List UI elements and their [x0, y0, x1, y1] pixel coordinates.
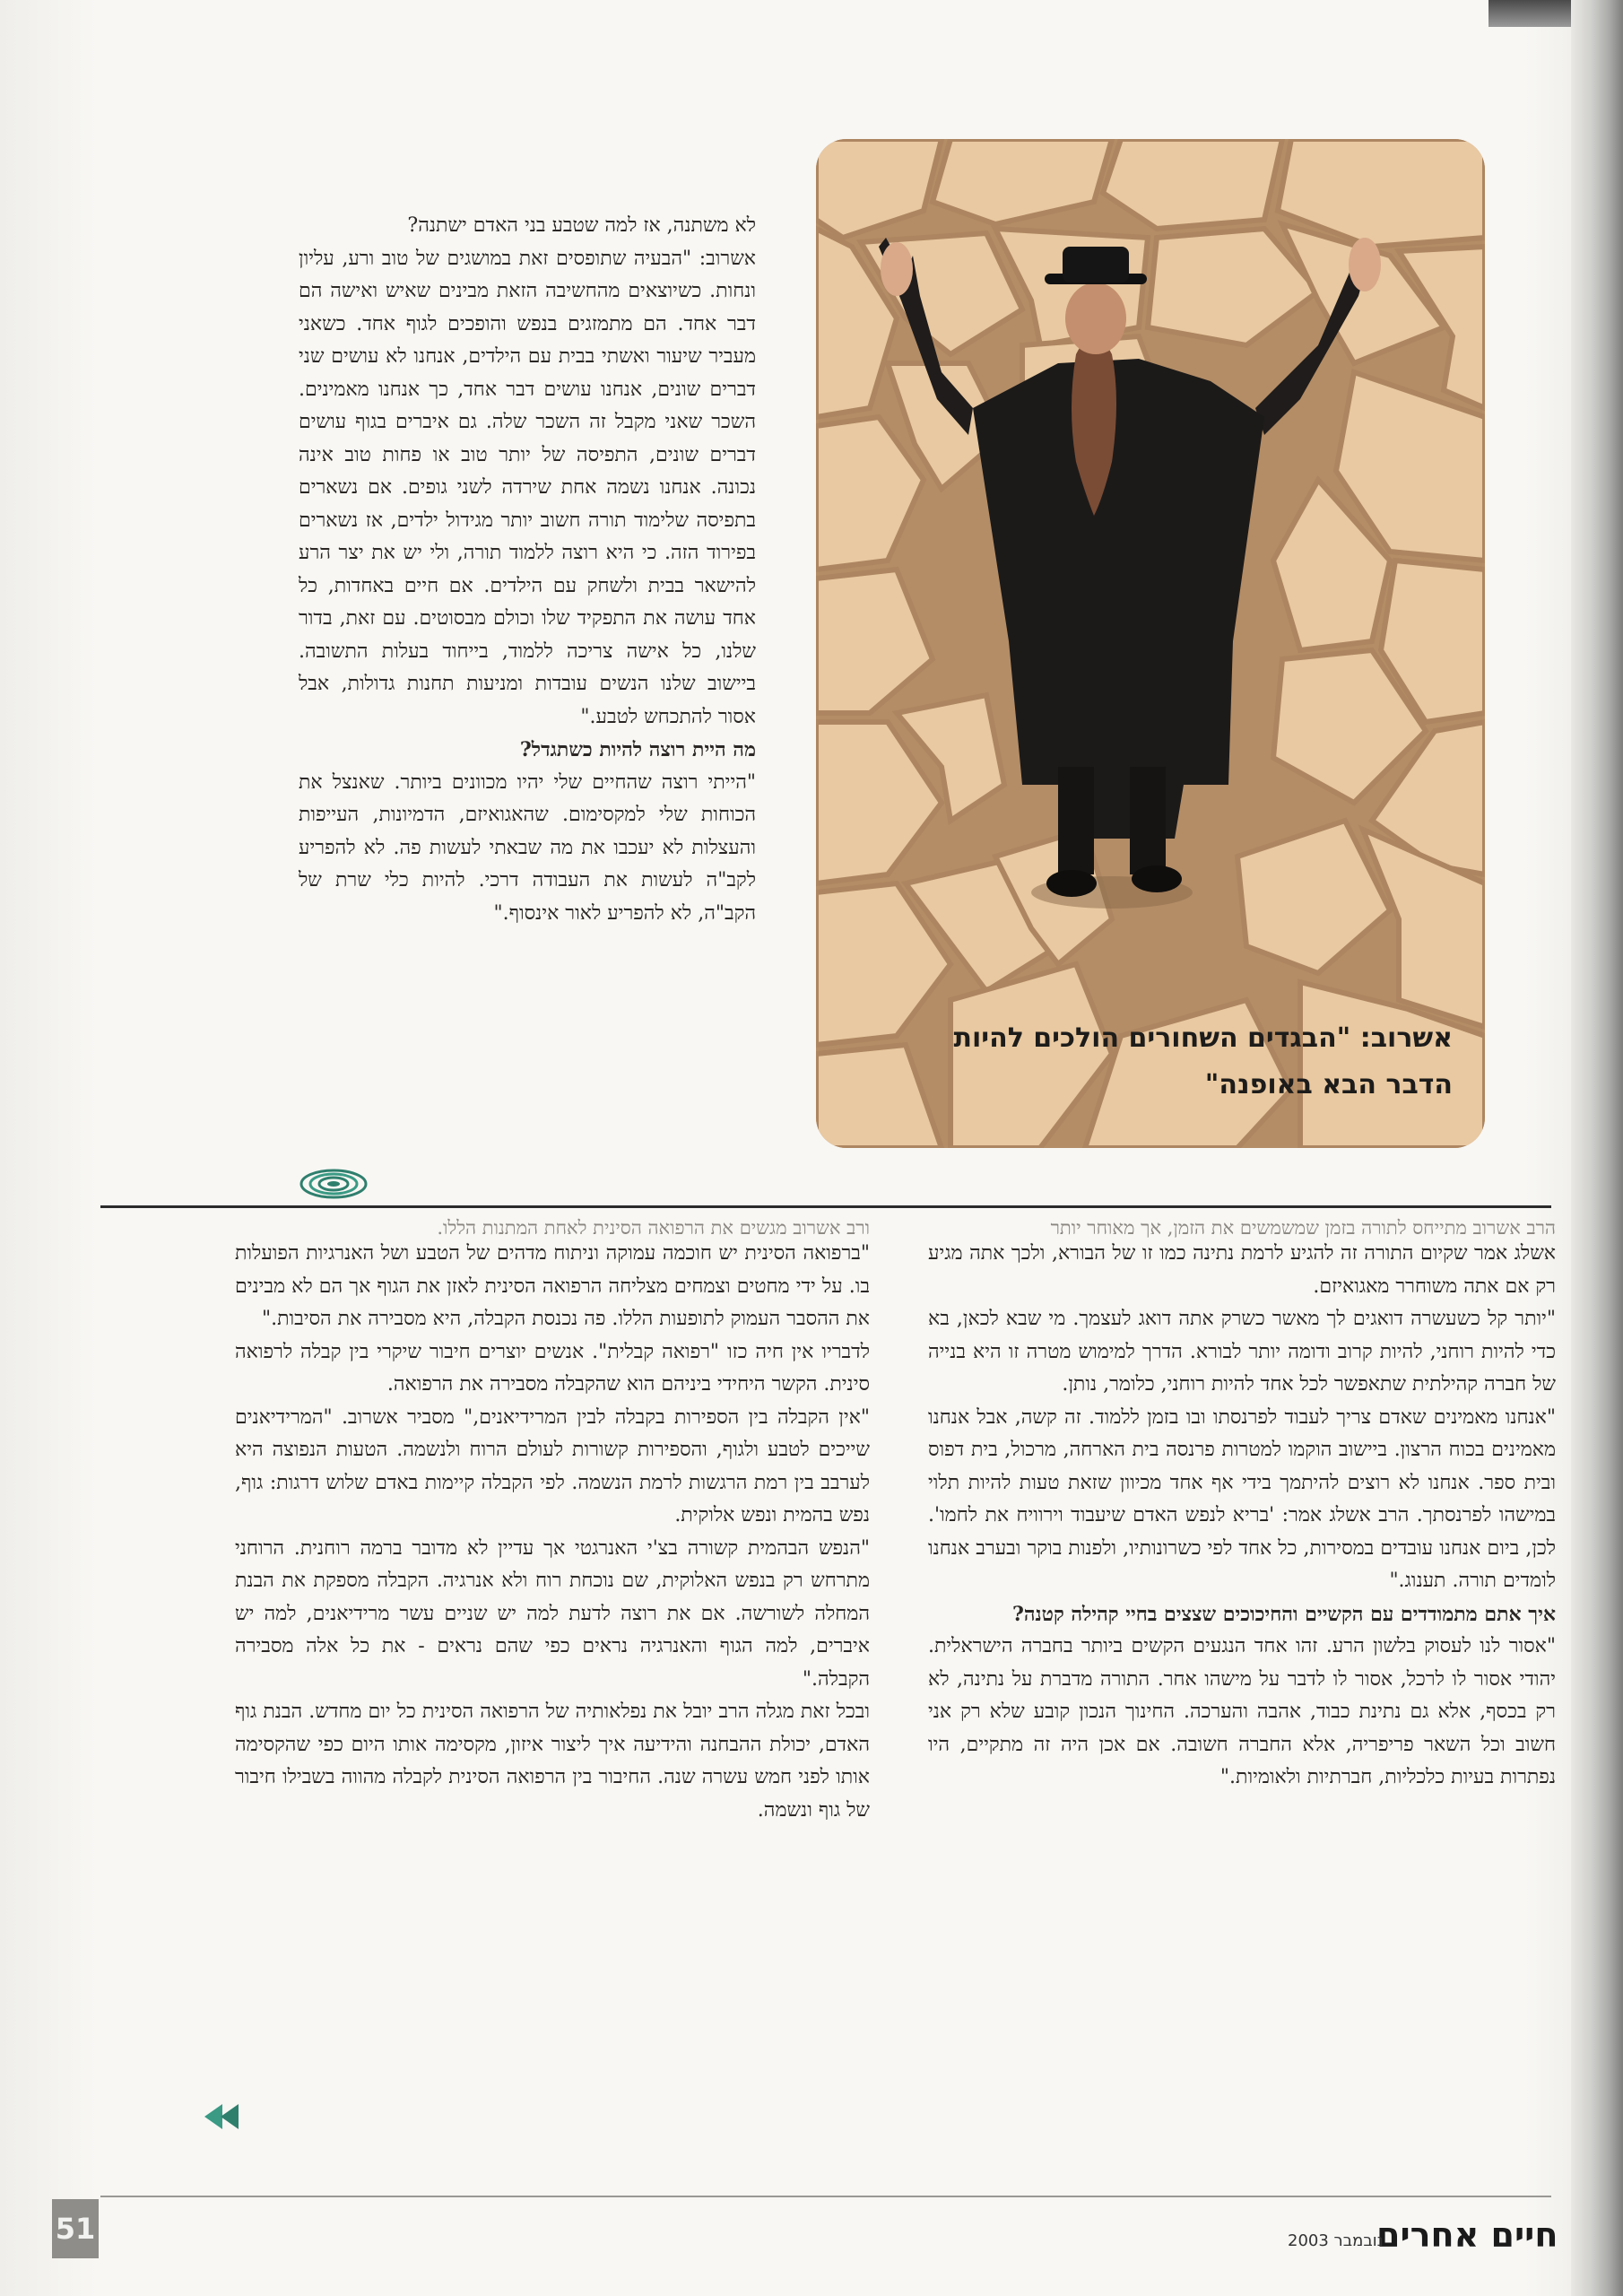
- paragraph: "אנחנו מאמינים שאדם צריך לעבוד לפרנסתו ובו בזמן ללמוד. זה קשה, אבל אנחנו מאמינים בכוח הרצון. ביישוב הוקמו למטרות פרנסה בית הארחה, מרכול, בית דפוס ובית ספר. אנחנו לא רוצים להיתמך בידי אף אחד מכיוון שזאת טעות להיות תלוי במישהו לפרנסתך. הרב אשלג אמר: 'בריא לנפש האדם שיעבוד וירוויח את לחמו'. לכן, ביום אנחנו עובדים במסירות, כל אחד לפי כשרונותיו, ולפנות בוקר ובערב אנחנו לומדים תורה. תענוג.": [928, 1405, 1556, 1592]
- paragraph: אשלג אמר שקיום התורה זה להגיע לרמת נתינה כמו זו של הבורא, ולכך אתה מגיע רק אם אתה משוחרר מאגואיזם.: [928, 1242, 1556, 1298]
- article-column-bottom-right: [928, 1218, 1556, 1795]
- paragraph: "יותר קל כשעשרה דואגים לך מאשר כשרק אתה דואג לעצמך. מי שבא לכאן, בא כדי להיות רוחני, להיות קרוב ודומה יותר לבורא. הדרך למימוש מטרה זו היא בנייה של חברה קהילתית שתאפשר לכל אחד להיות רוחני, כלומר, נותן.: [928, 1308, 1556, 1396]
- caption-line-1: אשרוב: "הבגדים השחורים הולכים להיות: [953, 1022, 1453, 1054]
- paragraph: "הנפש הבהמית קשורה בצ'י האנרגטי אך עדיין לא מדובר ברמה רוחנית. הרוחני מתרחש רק בנפש האלוקית, שם נוכחת רוח ולא אנרגיה. הקבלה מספקת את הבנת המחלה לשורשה. אם את רוצה לדעת למה יש שניים עשר מרידיאנים, למה יש איברים, למה הגוף והאנרגיה נראים כפי שהם נראים - את כל אלה מסבירה הקבלה.": [235, 1536, 870, 1691]
- page-number: 51: [52, 2199, 99, 2258]
- scan-edge-right: [1571, 0, 1623, 2296]
- paragraph: לא משתנה, אז למה שטבע בני האדם ישתנה?: [407, 214, 756, 237]
- paragraph: "ברפואה הסינית יש חוכמה עמוקה וניתוח מדהים של הטבע ושל האנרגיות הפועלות בו. על ידי מחטים וצמחים מצליחה הרפואה הסינית לאזן את הגוף אך הם לא מבינים את ההסבר העמוק לתופעות הללו. פה נכנסת הקבלה, היא מסבירה את הסיבות.": [235, 1242, 870, 1330]
- article-photo: [816, 139, 1485, 1148]
- article-column-bottom-left: [235, 1218, 870, 1827]
- interview-question: מה היית רוצה להיות כשתגדל?: [519, 738, 756, 761]
- photo-caption: [861, 1015, 1453, 1109]
- footer-rule: [100, 2196, 1551, 2197]
- paragraph: "אסור לנו לעסוק בלשון הרע. זהו אחד הנגעים הקשים ביותר בחברה הישראלית. יהודי אסור לו לרכל, אסור לו לדבר על מישהו אחר. התורה מדברת על נתינה, לא רק בכסף, אלא גם נתינת כבוד, אהבה והערכה. החינוך הנכון קובע שלא רק אני חשוב וכל השאר פריפריה, אלא החברה חשובה. אם אכן היה זה מתקיים, היו נפתרות בעיות כלכליות, חברתיות ולאומיות.": [928, 1635, 1556, 1788]
- paragraph: ובכל זאת מגלה הרב יובל את נפלאותיה של הרפואה הסינית כל יום מחדש. הבנת גוף האדם, יכולת ההבחנה והידיעה איך ליצור איזון, מקסימה אותו היום כפי שהקסימה אותו לפני חמש עשרה שנה. החיבור בין הרפואה הסינית לקבלה מהווה בשבילו חיבור של גוף ונשמה.: [235, 1700, 870, 1822]
- paragraph: לדבריו אין חיה כזו "רפואה קבלית". אנשים יוצרים חיבור שיקרי בין קבלה לרפואה סינית. הקשר היחידי ביניהם הוא שהקבלה מסבירה את הרפואה.: [235, 1340, 870, 1396]
- magazine-name: חיים אחרים: [1376, 2215, 1558, 2255]
- issue-date: נובמבר 2003: [1288, 2231, 1384, 2250]
- double-arrow-left-icon: [201, 2100, 246, 2133]
- paragraph: "הייתי רוצה שהחיים שלי יהיו מכוונים ביותר. שאנצל את הכוחות שלי למקסימום. שהאגואיזם, הדמיונות, העייפות והעצלות לא יעכבו את מה שבאתי לעשות פה. לא להפריע לקב"ה לעשות את העבודה דרכי. להיות כלי שרת של הקב"ה, לא להפריע לאור אינסוף.": [299, 770, 756, 925]
- paragraph: "אין הקבלה בין הספירות בקבלה לבין המרידיאנים," מסביר אשרוב. "המרידיאנים שייכים לטבע ולגוף, והספירות קשורות לעולם הרוח ולנשמה. הטעות הנפוצה היא לערבב בין רמת הרגשות לרמת הנשמה. לפי הקבלה קיימות באדם שלוש דרגות: גוף, נפש בהמית ונפש אלוקית.: [235, 1405, 870, 1526]
- paragraph: אשרוב: "הבעיה שתופסים זאת במושגים של טוב ורע, עליון ונחות. כשיוצאים מהחשיבה הזאת מבינים שאיש ואישה הם דבר אחד. הם מתמזגים בנפש והופכים לגוף אחד. כשאני מעביר שיעור ואשתי בבית עם הילדים, אנחנו לא עושים שני דברים שונים, אנחנו עושים דבר אחד, כך אנחנו מאמינים. השכר שאני מקבל זה השכר שלה. גם איברים בגוף עושים דברים שונים, התפיסה של יותר טוב או פחות טוב אינה נכונה. אנחנו נשמה אחת שירדה לשני גופים. אם נשארים בתפיסה שלימוד תורה חשוב יותר מגידול ילדים, אז נשארים בפירוד הזה. כי היא רוצה ללמוד תורה, ולי יש את יצר הרע להישאר בבית ולשחק עם הילדים. אם חיים באחדות, כל אחד עושה את התפקיד שלו וכולם מבסוטים. עם זאת, בדור שלנו, כל אישה צריכה ללמוד, בייחוד בעלות התשובה. ביישוב שלנו הנשים עובדות ומניעות תחנות גדולות, אבל אסור להתכחש לטבע.": [299, 247, 756, 728]
- interview-question: איך אתם מתמודדים עם הקשיים והחיכוכים שצצים בחיי קהילה קטנה?: [1011, 1602, 1556, 1626]
- cut-off-line: ורב אשרוב מגשים את הרפואה הסינית לאחת המתנות הללו.: [437, 1218, 870, 1238]
- article-column-top: [299, 210, 756, 930]
- section-divider: [100, 1205, 1551, 1208]
- cut-off-line: הרב אשרוב מתייחס לתורה בזמן שמשמשים את הזמן, אך מאוחר יותר: [1050, 1218, 1556, 1238]
- caption-line-2: הדבר הבא באופנה": [1204, 1069, 1453, 1100]
- swirl-ornament-icon: [298, 1166, 369, 1202]
